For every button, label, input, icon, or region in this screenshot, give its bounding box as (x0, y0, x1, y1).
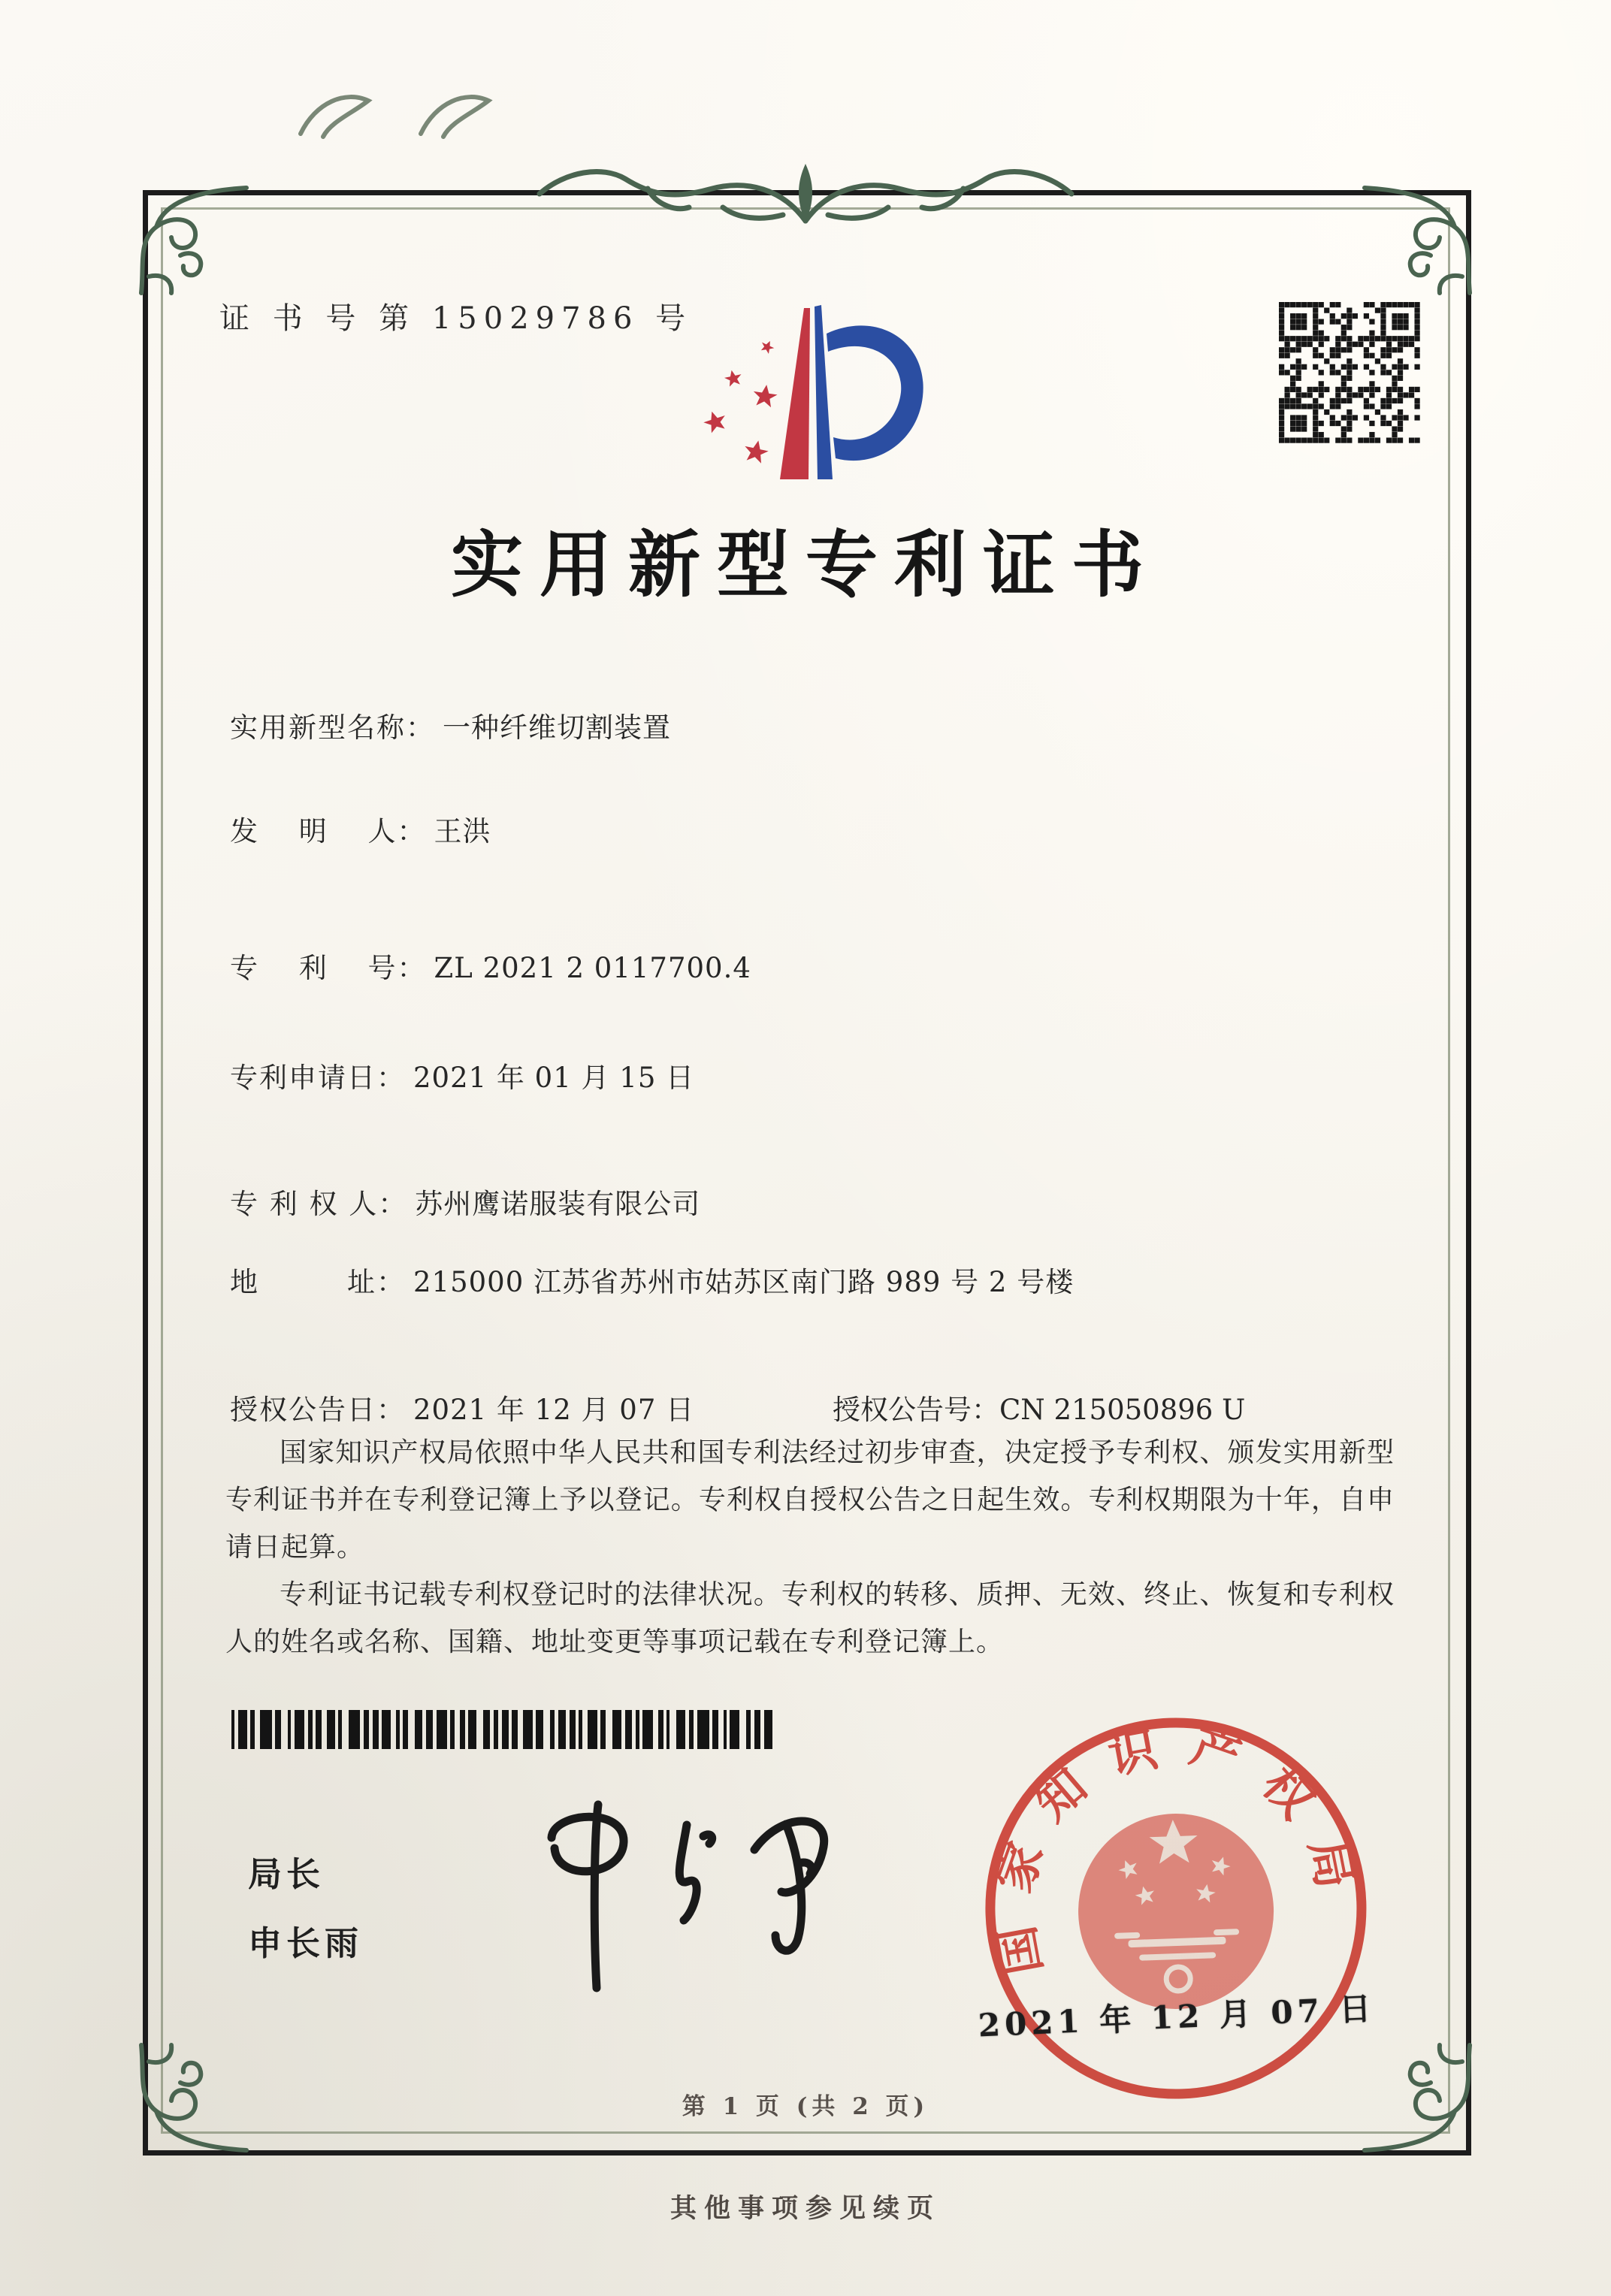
legal-paragraph-grant: 国家知识产权局依照中华人民共和国专利法经过初步审查，决定授予专利权、颁发实用新型专利证书并在专利登记簿上予以登记。专利权自授权公告之日起生效。专利权期限为十年，自申请日起算。 (225, 1437, 1395, 1563)
field-value: CN 215050896 U (999, 1394, 1246, 1426)
barcode (231, 1710, 781, 1749)
director-name-label: 申长雨 (248, 1923, 364, 1963)
field-label: 专 利 号： (230, 952, 427, 984)
field-label: 发 明 人： (230, 815, 427, 847)
field-row-filing-date (230, 1055, 694, 1095)
field-row-grant-date (230, 1387, 694, 1427)
logo-blue-blade (815, 305, 833, 479)
field-row-inventor (230, 808, 491, 849)
field-label: 授权公告日： (230, 1394, 406, 1426)
field-value: 苏州鹰诺服装有限公司 (415, 1188, 701, 1220)
field-value: 2021 年 01 月 15 日 (413, 1062, 695, 1094)
qr-code (1279, 302, 1420, 443)
director-signature (439, 1791, 875, 2009)
field-label: 专 利 权 人： (230, 1188, 408, 1220)
field-label: 专利申请日： (230, 1062, 406, 1094)
field-label: 授权公告号： (833, 1394, 999, 1426)
continuation-note: 其他事项参见续页 (669, 2193, 941, 2224)
legal-paragraph-register: 专利证书记载专利权登记时的法律状况。专利权的转移、质押、无效、终止、恢复和专利权人的姓名或名称、国籍、地址变更等事项记载在专利登记簿上。 (225, 1579, 1395, 1657)
field-row-utility-model-name (230, 705, 671, 745)
page-number: 第 1 页 (共 2 页) (682, 2093, 929, 2120)
field-label: 地 址： (230, 1266, 406, 1298)
certificate-number: 证 书 号 第 15029786 号 (219, 301, 693, 336)
logo-stars (701, 338, 778, 464)
field-value: 王洪 (434, 815, 491, 847)
agency-red-seal (957, 1707, 1395, 2112)
seal-agency-text: 国家知识产权局 (984, 1715, 1368, 1980)
legal-text-block (225, 1429, 1395, 1666)
top-left-sprig-ornament (292, 78, 517, 147)
field-value: 2021 年 12 月 07 日 (413, 1394, 695, 1426)
director-title-label: 局长 (248, 1854, 325, 1894)
field-row-patentee (230, 1181, 700, 1222)
field-value: 215000 江苏省苏州市姑苏区南门路 989 号 2 号楼 (413, 1266, 1075, 1298)
logo-red-wedge (780, 308, 810, 479)
seal-date-stamp: 2021 年 12 月 07 日 (977, 1989, 1377, 2044)
certificate-title: 实用新型专利证书 (451, 522, 1160, 607)
field-row-patent-number (230, 945, 751, 986)
field-value: ZL 2021 2 0117700.4 (434, 952, 751, 984)
logo-blue-p-bowl (827, 325, 923, 461)
field-value: 一种纤维切割装置 (443, 711, 671, 744)
cnipa-logo (690, 290, 941, 512)
field-label: 实用新型名称： (230, 711, 435, 744)
field-row-address (230, 1259, 1074, 1300)
seal-national-emblem (1075, 1811, 1277, 2013)
field-row-grant-publication-number (833, 1387, 1245, 1427)
